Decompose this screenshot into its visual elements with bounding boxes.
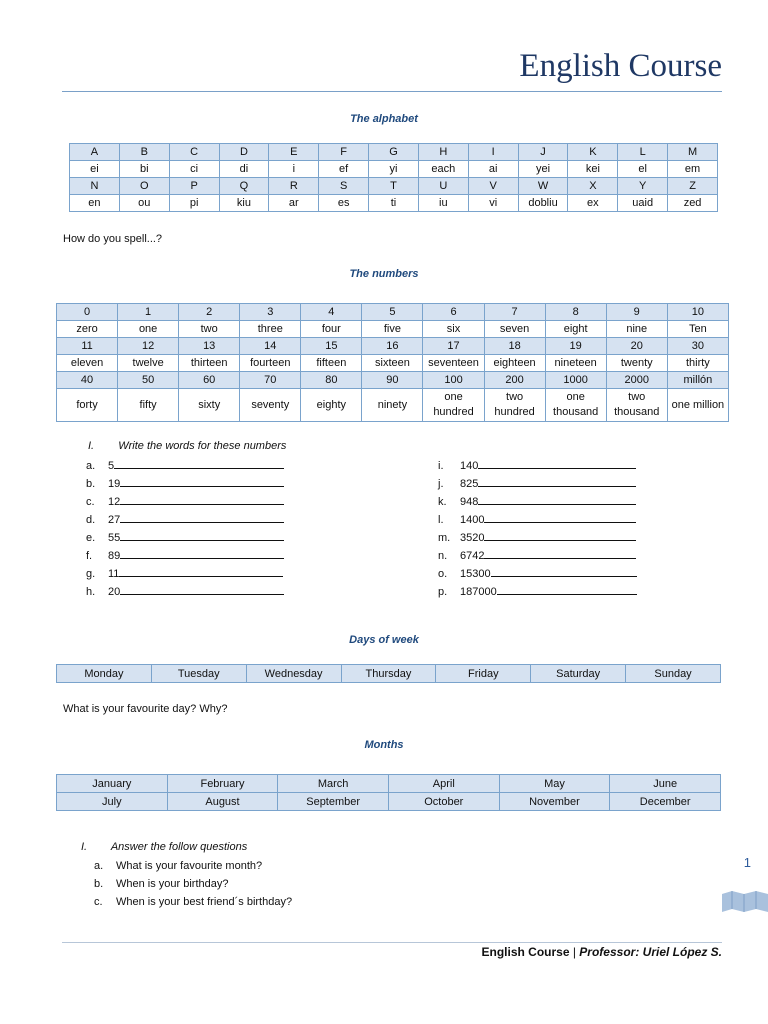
item-letter: a. — [94, 860, 104, 872]
table-cell: N — [70, 178, 120, 195]
table-cell: forty — [57, 389, 118, 422]
item-letter: h. — [86, 586, 96, 598]
table-cell: i — [269, 161, 319, 178]
numbers-row — [57, 389, 729, 422]
table-cell: December — [610, 793, 721, 811]
question-text: When is your best friend´s birthday? — [116, 896, 293, 908]
table-cell: M — [668, 144, 718, 161]
item-letter: n. — [438, 550, 448, 562]
table-cell: O — [119, 178, 169, 195]
table-cell: two thousand — [606, 389, 667, 422]
item-letter: c. — [94, 896, 103, 908]
table-cell: one thousand — [545, 389, 606, 422]
months-row — [57, 793, 721, 811]
answer-blank-line[interactable] — [497, 582, 637, 595]
answer-blank-line[interactable] — [120, 492, 284, 505]
table-cell: eight — [545, 321, 606, 338]
table-cell: zero — [57, 321, 118, 338]
table-cell: 13 — [179, 338, 240, 355]
table-cell: 18 — [484, 338, 545, 355]
table-cell: eighteen — [484, 355, 545, 372]
alphabet-heading: The alphabet — [350, 113, 418, 125]
item-number: 948 — [460, 496, 479, 508]
item-number: 89 — [108, 550, 121, 562]
footer-separator: | — [569, 945, 580, 959]
item-number: 187000 — [460, 586, 497, 598]
table-cell: two hundred — [484, 389, 545, 422]
table-cell: 17 — [423, 338, 484, 355]
exercise1-left-list — [86, 456, 284, 600]
table-cell: uaid — [618, 195, 668, 212]
table-cell: di — [219, 161, 269, 178]
item-number: 20 — [108, 586, 121, 598]
item-number: 3520 — [460, 532, 485, 544]
item-number: 825 — [460, 478, 479, 490]
table-cell: ef — [319, 161, 369, 178]
table-cell: five — [362, 321, 423, 338]
answer-blank-line[interactable] — [491, 564, 637, 577]
table-cell: em — [668, 161, 718, 178]
table-cell: 90 — [362, 372, 423, 389]
table-cell: S — [319, 178, 369, 195]
table-cell: 15 — [301, 338, 362, 355]
table-cell: C — [169, 144, 219, 161]
document-title: English Course — [519, 48, 722, 84]
table-cell: April — [388, 775, 499, 793]
question-item — [94, 857, 292, 875]
question-text: What is your favourite month? — [116, 860, 263, 872]
table-cell: 4 — [301, 304, 362, 321]
table-cell: pi — [169, 195, 219, 212]
table-cell: 6 — [423, 304, 484, 321]
table-cell: two — [179, 321, 240, 338]
list-item — [438, 528, 637, 546]
months-heading: Months — [364, 739, 404, 751]
table-cell: one hundred — [423, 389, 484, 422]
table-cell: W — [518, 178, 568, 195]
table-cell: fourteen — [240, 355, 301, 372]
table-cell: kei — [568, 161, 618, 178]
item-letter: m. — [438, 532, 451, 544]
item-number: 15300 — [460, 568, 491, 580]
table-cell: fifty — [118, 389, 179, 422]
page-number: 1 — [743, 855, 751, 870]
table-cell: 80 — [301, 372, 362, 389]
table-cell: four — [301, 321, 362, 338]
answer-blank-line[interactable] — [478, 456, 636, 469]
table-cell: 2 — [179, 304, 240, 321]
table-cell: 1 — [118, 304, 179, 321]
list-item — [86, 492, 284, 510]
table-cell: seventy — [240, 389, 301, 422]
item-letter: l. — [438, 514, 444, 526]
months-table — [56, 774, 721, 811]
table-cell: ci — [169, 161, 219, 178]
table-cell: 200 — [484, 372, 545, 389]
table-cell: ninety — [362, 389, 423, 422]
item-number: 12 — [108, 496, 121, 508]
table-cell: 30 — [667, 338, 728, 355]
table-cell: Sunday — [626, 665, 721, 683]
exercise2-list — [94, 857, 292, 911]
table-cell: kiu — [219, 195, 269, 212]
answer-blank-line[interactable] — [484, 510, 636, 523]
table-cell: dobliu — [518, 195, 568, 212]
exercise2-heading — [81, 841, 247, 853]
answer-blank-line[interactable] — [120, 528, 284, 541]
table-cell: 100 — [423, 372, 484, 389]
table-cell: es — [319, 195, 369, 212]
numbers-row — [57, 338, 729, 355]
list-item — [438, 510, 637, 528]
table-cell: ti — [369, 195, 419, 212]
table-cell: yi — [369, 161, 419, 178]
list-item — [438, 492, 637, 510]
days-heading: Days of week — [349, 634, 419, 646]
table-cell: en — [70, 195, 120, 212]
table-cell: ou — [119, 195, 169, 212]
table-cell: 1000 — [545, 372, 606, 389]
table-cell: sixteen — [362, 355, 423, 372]
item-letter: a. — [86, 460, 96, 472]
table-cell: Saturday — [531, 665, 626, 683]
table-cell: November — [499, 793, 610, 811]
table-cell: thirteen — [179, 355, 240, 372]
table-cell: 0 — [57, 304, 118, 321]
table-cell: 16 — [362, 338, 423, 355]
table-cell: U — [418, 178, 468, 195]
item-letter: j. — [438, 478, 444, 490]
table-cell: twelve — [118, 355, 179, 372]
answer-blank-line[interactable] — [478, 492, 636, 505]
numbers-row — [57, 304, 729, 321]
table-cell: one million — [667, 389, 728, 422]
list-item — [438, 564, 637, 582]
item-letter: i. — [438, 460, 444, 472]
list-item — [86, 546, 284, 564]
table-cell: ai — [468, 161, 518, 178]
item-number: 55 — [108, 532, 121, 544]
months-row — [57, 775, 721, 793]
list-item — [86, 456, 284, 474]
table-cell: eleven — [57, 355, 118, 372]
item-number: 140 — [460, 460, 479, 472]
table-cell: H — [418, 144, 468, 161]
exercise1-heading — [88, 440, 286, 452]
table-cell: E — [269, 144, 319, 161]
item-number: 5 — [108, 460, 115, 472]
question-item — [94, 893, 292, 911]
table-cell: K — [568, 144, 618, 161]
item-number: 27 — [108, 514, 121, 526]
answer-blank-line[interactable] — [484, 528, 636, 541]
table-cell: ar — [269, 195, 319, 212]
answer-blank-line[interactable] — [120, 582, 284, 595]
table-cell: zed — [668, 195, 718, 212]
table-cell: vi — [468, 195, 518, 212]
table-cell: Friday — [436, 665, 531, 683]
days-row — [57, 665, 721, 683]
table-cell: September — [278, 793, 389, 811]
table-cell: Ten — [667, 321, 728, 338]
answer-blank-line[interactable] — [114, 456, 284, 469]
table-cell: 7 — [484, 304, 545, 321]
table-cell: August — [167, 793, 278, 811]
table-cell: bi — [119, 161, 169, 178]
table-cell: ei — [70, 161, 120, 178]
numbers-table — [56, 303, 729, 422]
table-cell: June — [610, 775, 721, 793]
answer-blank-line[interactable] — [120, 474, 284, 487]
exercise1-right-list — [438, 456, 637, 600]
item-letter: o. — [438, 568, 448, 580]
table-cell: Tuesday — [151, 665, 246, 683]
table-cell: iu — [418, 195, 468, 212]
table-cell: 14 — [240, 338, 301, 355]
table-cell: yei — [518, 161, 568, 178]
item-letter: f. — [86, 550, 93, 562]
answer-blank-line[interactable] — [120, 546, 284, 559]
table-cell: three — [240, 321, 301, 338]
table-cell: sixty — [179, 389, 240, 422]
table-cell: one — [118, 321, 179, 338]
item-letter: b. — [86, 478, 96, 490]
table-cell: L — [618, 144, 668, 161]
table-cell: X — [568, 178, 618, 195]
table-cell: P — [169, 178, 219, 195]
list-item — [438, 456, 637, 474]
question-item — [94, 875, 292, 893]
table-cell: Monday — [57, 665, 152, 683]
table-cell: I — [468, 144, 518, 161]
table-cell: T — [369, 178, 419, 195]
table-cell: el — [618, 161, 668, 178]
table-cell: G — [369, 144, 419, 161]
table-cell: seventeen — [423, 355, 484, 372]
exercise2-instruction: Answer the follow questions — [110, 841, 248, 853]
table-cell: March — [278, 775, 389, 793]
spell-prompt: How do you spell...? — [63, 233, 163, 245]
table-cell: eighty — [301, 389, 362, 422]
list-item — [86, 564, 284, 582]
item-letter: p. — [438, 586, 448, 598]
table-cell: twenty — [606, 355, 667, 372]
item-letter: k. — [438, 496, 447, 508]
table-cell: J — [518, 144, 568, 161]
page-curl-decoration — [720, 888, 768, 916]
days-table — [56, 664, 721, 683]
list-item — [438, 546, 637, 564]
numbers-heading: The numbers — [349, 268, 419, 280]
table-cell: 70 — [240, 372, 301, 389]
question-text: When is your birthday? — [116, 878, 229, 890]
table-cell: six — [423, 321, 484, 338]
table-cell: Wednesday — [246, 665, 341, 683]
table-cell: 19 — [545, 338, 606, 355]
table-cell: A — [70, 144, 120, 161]
table-cell: 12 — [118, 338, 179, 355]
alphabet-table — [69, 143, 718, 212]
table-cell: October — [388, 793, 499, 811]
table-cell: 60 — [179, 372, 240, 389]
table-cell: F — [319, 144, 369, 161]
answer-blank-line[interactable] — [119, 564, 283, 577]
exercise1-numeral: I. — [88, 440, 95, 452]
list-item — [438, 582, 637, 600]
item-letter: e. — [86, 532, 96, 544]
table-cell: 50 — [118, 372, 179, 389]
list-item — [86, 528, 284, 546]
table-cell: D — [219, 144, 269, 161]
days-prompt: What is your favourite day? Why? — [63, 703, 228, 715]
list-item — [438, 474, 637, 492]
table-cell: Q — [219, 178, 269, 195]
answer-blank-line[interactable] — [120, 510, 284, 523]
item-letter: b. — [94, 878, 104, 890]
table-cell: Y — [618, 178, 668, 195]
table-cell: 40 — [57, 372, 118, 389]
table-cell: 3 — [240, 304, 301, 321]
table-cell: thirty — [667, 355, 728, 372]
item-number: 11 — [108, 568, 120, 580]
list-item — [86, 474, 284, 492]
alphabet-row — [70, 195, 718, 212]
table-cell: B — [119, 144, 169, 161]
exercise2-numeral: I. — [81, 841, 88, 853]
table-cell: January — [57, 775, 168, 793]
header-rule — [62, 91, 722, 92]
item-letter: c. — [86, 496, 95, 508]
table-cell: July — [57, 793, 168, 811]
footer-course: English Course — [481, 945, 570, 959]
table-cell: 20 — [606, 338, 667, 355]
table-cell: Thursday — [341, 665, 436, 683]
table-cell: 5 — [362, 304, 423, 321]
numbers-row — [57, 372, 729, 389]
table-cell: 2000 — [606, 372, 667, 389]
footer — [481, 945, 722, 959]
table-cell: 8 — [545, 304, 606, 321]
numbers-row — [57, 321, 729, 338]
table-cell: 10 — [667, 304, 728, 321]
table-cell: millón — [667, 372, 728, 389]
item-number: 19 — [108, 478, 121, 490]
alphabet-row — [70, 161, 718, 178]
footer-rule — [62, 942, 722, 943]
alphabet-row — [70, 178, 718, 195]
table-cell: 11 — [57, 338, 118, 355]
table-cell: ex — [568, 195, 618, 212]
table-cell: February — [167, 775, 278, 793]
answer-blank-line[interactable] — [484, 546, 636, 559]
item-number: 6742 — [460, 550, 485, 562]
answer-blank-line[interactable] — [478, 474, 636, 487]
table-cell: R — [269, 178, 319, 195]
exercise1-instruction: Write the words for these numbers — [118, 440, 287, 452]
list-item — [86, 582, 284, 600]
footer-professor: Professor: Uriel López S. — [579, 945, 722, 959]
item-number: 1400 — [460, 514, 485, 526]
table-cell: each — [418, 161, 468, 178]
item-letter: g. — [86, 568, 96, 580]
table-cell: nine — [606, 321, 667, 338]
table-cell: 9 — [606, 304, 667, 321]
item-letter: d. — [86, 514, 96, 526]
numbers-row — [57, 355, 729, 372]
alphabet-row — [70, 144, 718, 161]
table-cell: nineteen — [545, 355, 606, 372]
table-cell: seven — [484, 321, 545, 338]
list-item — [86, 510, 284, 528]
table-cell: fifteen — [301, 355, 362, 372]
table-cell: V — [468, 178, 518, 195]
table-cell: Z — [668, 178, 718, 195]
table-cell: May — [499, 775, 610, 793]
